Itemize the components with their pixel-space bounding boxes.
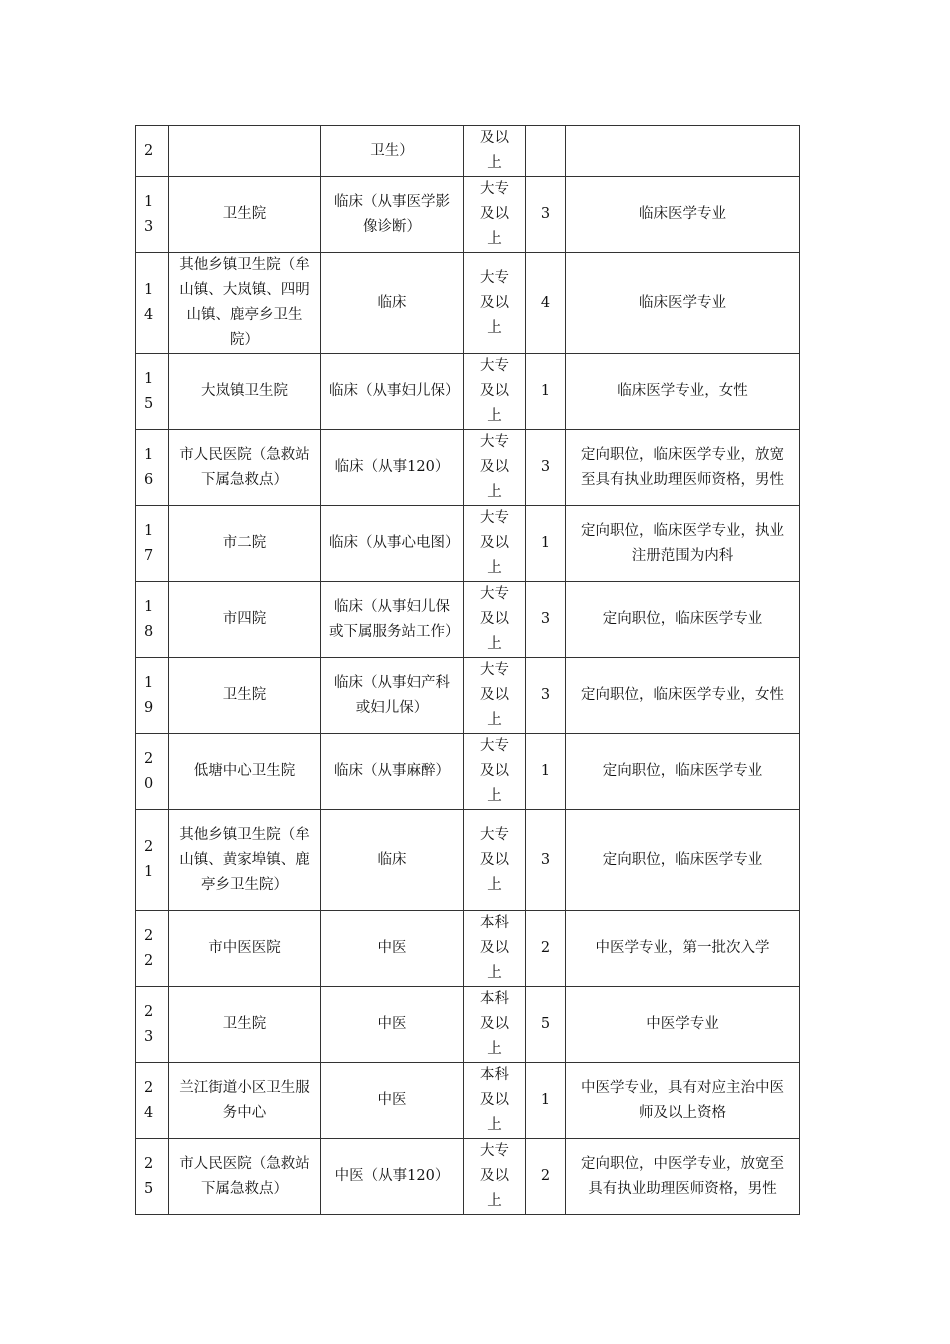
table-row (136, 506, 800, 582)
position-cell: 中医 (321, 911, 464, 987)
count-cell: 2 (526, 911, 566, 987)
education-cell: 大专及以上 (464, 506, 526, 582)
count-cell: 3 (526, 430, 566, 506)
education-cell: 大专及以上 (464, 810, 526, 911)
count-cell: 1 (526, 354, 566, 430)
requirement-cell: 定向职位，临床医学专业，执业注册范围为内科 (566, 506, 800, 582)
position-cell: 中医（从事120） (321, 1139, 464, 1215)
education-cell: 大专及以上 (464, 658, 526, 734)
count-cell: 4 (526, 253, 566, 354)
unit-cell: 卫生院 (169, 177, 321, 253)
row-number: 20 (136, 734, 169, 810)
education-cell: 大专及以上 (464, 734, 526, 810)
requirement-cell: 中医学专业，具有对应主治中医师及以上资格 (566, 1063, 800, 1139)
position-cell: 临床（从事妇儿保或下属服务站工作） (321, 582, 464, 658)
unit-cell: 市中医医院 (169, 911, 321, 987)
table-row (136, 734, 800, 810)
table-row (136, 810, 800, 911)
education-cell: 大专及以上 (464, 253, 526, 354)
row-number: 25 (136, 1139, 169, 1215)
unit-cell: 兰江街道小区卫生服务中心 (169, 1063, 321, 1139)
requirement-cell: 定向职位，临床医学专业 (566, 810, 800, 911)
table-row (136, 430, 800, 506)
requirement-cell: 定向职位，中医学专业，放宽至具有执业助理医师资格，男性 (566, 1139, 800, 1215)
education-cell: 及以上 (464, 126, 526, 177)
education-cell: 本科及以上 (464, 911, 526, 987)
position-cell: 中医 (321, 987, 464, 1063)
row-number: 16 (136, 430, 169, 506)
position-cell: 卫生） (321, 126, 464, 177)
table-row (136, 253, 800, 354)
table-row (136, 582, 800, 658)
position-cell: 临床（从事医学影像诊断） (321, 177, 464, 253)
requirement-cell: 定向职位，临床医学专业，女性 (566, 658, 800, 734)
education-cell: 大专及以上 (464, 1139, 526, 1215)
requirement-cell: 临床医学专业 (566, 177, 800, 253)
row-number: 24 (136, 1063, 169, 1139)
education-cell: 大专及以上 (464, 582, 526, 658)
requirement-cell: 临床医学专业，女性 (566, 354, 800, 430)
position-cell: 临床（从事妇产科或妇儿保） (321, 658, 464, 734)
position-cell: 临床（从事妇儿保） (321, 354, 464, 430)
requirement-cell: 中医学专业 (566, 987, 800, 1063)
count-cell: 2 (526, 1139, 566, 1215)
table-row (136, 354, 800, 430)
table-row (136, 126, 800, 177)
education-cell: 本科及以上 (464, 987, 526, 1063)
table-row (136, 911, 800, 987)
table-body (136, 126, 800, 1215)
count-cell: 1 (526, 734, 566, 810)
requirement-cell: 中医学专业，第一批次入学 (566, 911, 800, 987)
requirement-cell (566, 126, 800, 177)
education-cell: 大专及以上 (464, 354, 526, 430)
position-cell: 临床 (321, 810, 464, 911)
row-number: 19 (136, 658, 169, 734)
unit-cell: 其他乡镇卫生院（牟山镇、大岚镇、四明山镇、鹿亭乡卫生院） (169, 253, 321, 354)
unit-cell: 市二院 (169, 506, 321, 582)
count-cell (526, 126, 566, 177)
requirement-cell: 定向职位，临床医学专业，放宽至具有执业助理医师资格，男性 (566, 430, 800, 506)
recruitment-table (135, 125, 800, 1215)
row-number: 13 (136, 177, 169, 253)
count-cell: 3 (526, 582, 566, 658)
count-cell: 1 (526, 1063, 566, 1139)
row-number: 2 (136, 126, 169, 177)
table-row (136, 658, 800, 734)
row-number: 17 (136, 506, 169, 582)
position-cell: 临床（从事麻醉） (321, 734, 464, 810)
row-number: 21 (136, 810, 169, 911)
count-cell: 5 (526, 987, 566, 1063)
table-row (136, 177, 800, 253)
unit-cell: 市四院 (169, 582, 321, 658)
unit-cell: 卫生院 (169, 658, 321, 734)
unit-cell: 低塘中心卫生院 (169, 734, 321, 810)
unit-cell: 其他乡镇卫生院（牟山镇、黄家埠镇、鹿亭乡卫生院） (169, 810, 321, 911)
row-number: 23 (136, 987, 169, 1063)
row-number: 18 (136, 582, 169, 658)
row-number: 14 (136, 253, 169, 354)
table-row (136, 987, 800, 1063)
position-cell: 临床 (321, 253, 464, 354)
education-cell: 大专及以上 (464, 430, 526, 506)
unit-cell: 大岚镇卫生院 (169, 354, 321, 430)
unit-cell: 市人民医院（急救站下属急救点） (169, 1139, 321, 1215)
requirement-cell: 定向职位，临床医学专业 (566, 582, 800, 658)
position-cell: 中医 (321, 1063, 464, 1139)
table-row (136, 1139, 800, 1215)
position-cell: 临床（从事心电图） (321, 506, 464, 582)
unit-cell: 卫生院 (169, 987, 321, 1063)
row-number: 22 (136, 911, 169, 987)
unit-cell (169, 126, 321, 177)
requirement-cell: 定向职位，临床医学专业 (566, 734, 800, 810)
count-cell: 1 (526, 506, 566, 582)
education-cell: 本科及以上 (464, 1063, 526, 1139)
table-row (136, 1063, 800, 1139)
count-cell: 3 (526, 810, 566, 911)
count-cell: 3 (526, 177, 566, 253)
position-cell: 临床（从事120） (321, 430, 464, 506)
education-cell: 大专及以上 (464, 177, 526, 253)
unit-cell: 市人民医院（急救站下属急救点） (169, 430, 321, 506)
row-number: 15 (136, 354, 169, 430)
requirement-cell: 临床医学专业 (566, 253, 800, 354)
count-cell: 3 (526, 658, 566, 734)
